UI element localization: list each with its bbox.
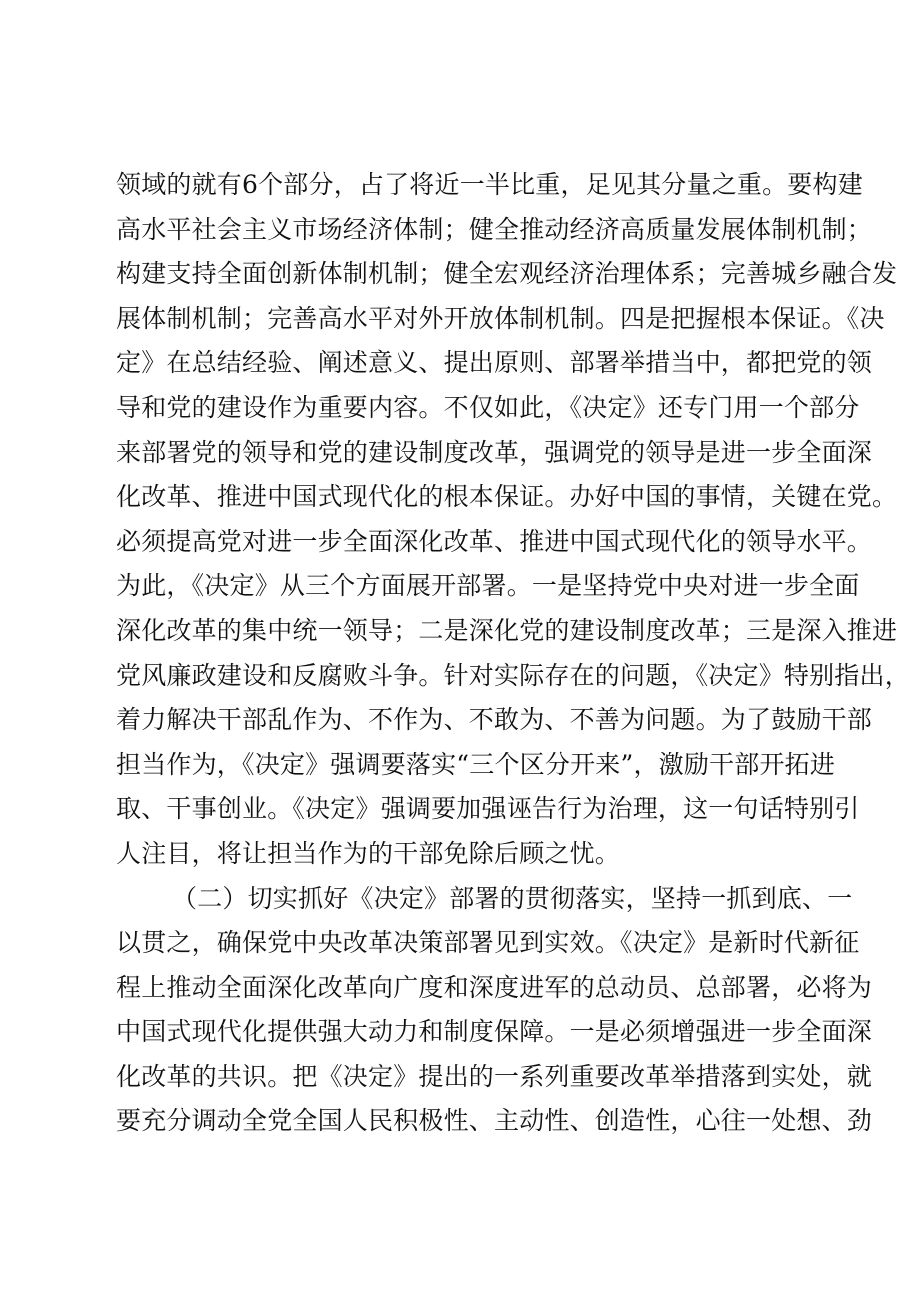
text-line: 领域的就有6个部分，占了将近一半比重，足见其分量之重。要构建 bbox=[116, 170, 863, 199]
text-line: 中国式现代化提供强大动力和制度保障。一是必须增强进一步全面深 bbox=[116, 1017, 873, 1047]
body-text bbox=[116, 163, 910, 1144]
text-line: 化改革的共识。把《决定》提出的一系列重要改革举措落到实处，就 bbox=[116, 1061, 873, 1091]
text-line: 担当作为，《决定》强调要落实“三个区分开来”，激励干部开拓进 bbox=[116, 749, 836, 779]
text-line: 取、干事创业。《决定》强调要加强诬告行为治理，这一句话特别引 bbox=[116, 794, 860, 824]
text-line: 着力解决干部乱作为、不作为、不敢为、不善为问题。为了鼓励干部 bbox=[116, 705, 873, 735]
text-line: 导和党的建设作为重要内容。不仅如此，《决定》还专门用一个部分 bbox=[116, 392, 860, 422]
paragraph-start-line: （二）切实抓好《决定》部署的贯彻落实，坚持一抓到底、一 bbox=[172, 883, 853, 913]
text-line: 定》在总结经验、阐述意义、提出原则、部署举措当中，都把党的领 bbox=[116, 348, 873, 378]
text-line: 必须提高党对进一步全面深化改革、推进中国式现代化的领导水平。 bbox=[116, 526, 873, 556]
text-line: 人注目，将让担当作为的干部免除后顾之忧。 bbox=[116, 838, 621, 868]
text-line: 化改革、推进中国式现代化的根本保证。办好中国的事情，关键在党。 bbox=[116, 482, 898, 512]
text-line: 党风廉政建设和反腐败斗争。针对实际存在的问题，《决定》特别指出， bbox=[116, 660, 910, 690]
text-line: 构建支持全面创新体制机制；健全宏观经济治理体系；完善城乡融合发 bbox=[116, 259, 898, 289]
text-line: 高水平社会主义市场经济体制；健全推动经济高质量发展体制机制； bbox=[116, 214, 873, 244]
text-line: 来部署党的领导和党的建设制度改革，强调党的领导是进一步全面深 bbox=[116, 437, 873, 467]
text-line: 程上推动全面深化改革向广度和深度进军的总动员、总部署，必将为 bbox=[116, 972, 873, 1002]
text-line: 展体制机制；完善高水平对外开放体制机制。四是把握根本保证。《决 bbox=[116, 303, 885, 333]
text-line: 要充分调动全党全国人民积极性、主动性、创造性，心往一处想、劲 bbox=[116, 1106, 873, 1136]
text-line: 为此，《决定》从三个方面展开部署。一是坚持党中央对进一步全面 bbox=[116, 571, 860, 601]
text-line: 深化改革的集中统一领导；二是深化党的建设制度改革；三是深入推进 bbox=[116, 615, 898, 645]
text-line: 以贯之，确保党中央改革决策部署见到实效。《决定》是新时代新征 bbox=[116, 928, 860, 958]
